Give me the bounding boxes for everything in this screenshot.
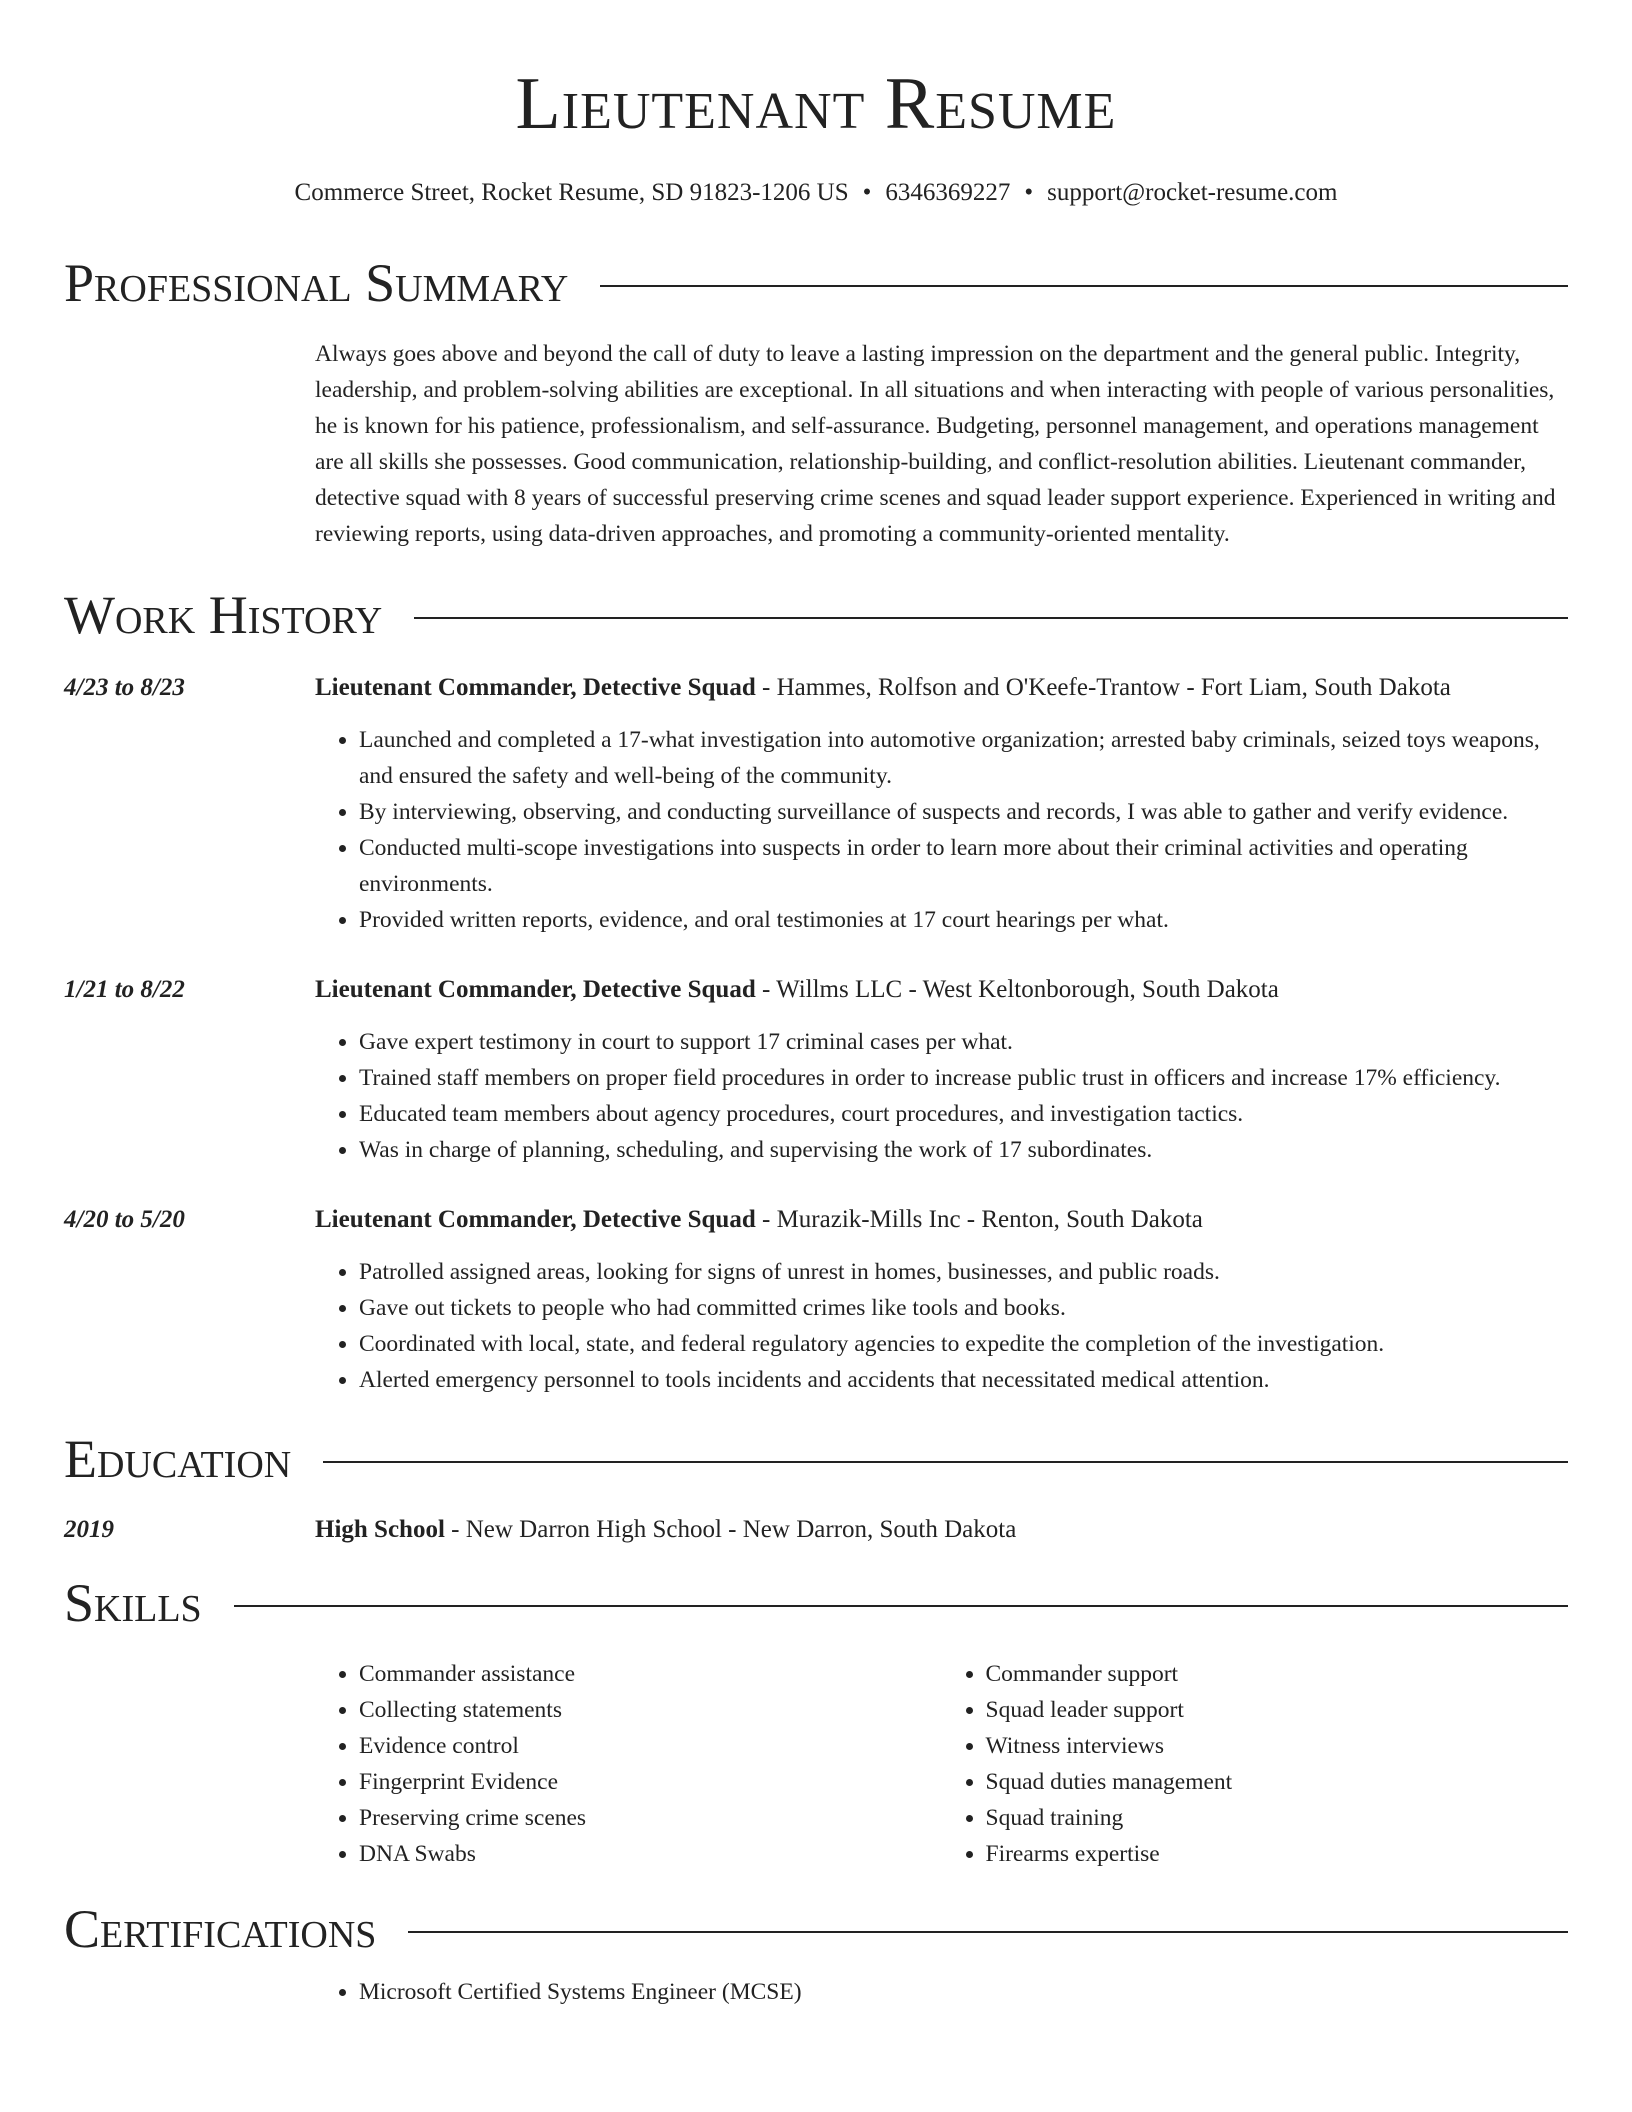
contact-phone: 6346369227: [885, 179, 1011, 206]
skills-section-header: [64, 1570, 1568, 1636]
work-heading: Work History: [64, 585, 383, 645]
job-title-line: [315, 972, 1568, 1008]
list-item: • Trained staff members on proper field procedures in order to increase public trust in officers and increase 17% efficiency.: [359, 1060, 1568, 1096]
resume-title: Lieutenant Resume: [515, 63, 1117, 145]
education-entry: [64, 1512, 1568, 1548]
summary-heading: Professional Summary: [64, 253, 569, 313]
skills-left-list: [315, 1656, 942, 1872]
summary-section-header: [64, 250, 1568, 316]
contact-line: [64, 176, 1568, 210]
certifications-list: [315, 1974, 1568, 2010]
summary-text: Always goes above and beyond the call of duty to leave a lasting impression on the department and the general public. Integrity, leadership, and problem-solving abilities are exceptional. In all situations and when interacting with people of various personalities, he is known for his patience, professionalism, and self-assurance. Budgeting, personnel management, and operations management are all skills she possesses. Good communication, relationship-building, and conflict-resolution abilities. Lieutenant commander, detective squad with 8 years of successful preserving crime scenes and squad leader support experience. Experienced in writing and reviewing reports, using data-driven approaches, and promoting a community-oriented mentality.: [315, 341, 1556, 547]
list-item: • Coordinated with local, state, and federal regulatory agencies to expedite the completion of the investigation.: [359, 1326, 1568, 1362]
contact-separator: •: [1024, 179, 1034, 206]
list-item: • Conducted multi-scope investigations into suspects in order to learn more about their criminal activities and operating environments.: [359, 830, 1568, 902]
work-section-header: [64, 582, 1568, 648]
job-entry: [64, 1202, 1568, 1398]
skill-item: • DNA Swabs: [359, 1836, 942, 1872]
skill-item: • Witness interviews: [986, 1728, 1569, 1764]
job-body: [315, 1202, 1568, 1398]
skill-item: • Fingerprint Evidence: [359, 1764, 942, 1800]
job-date: 1/21 to 8/22: [64, 976, 185, 1003]
section-divider: [234, 1605, 1568, 1607]
job-date: 4/23 to 8/23: [64, 674, 185, 701]
skill-item: • Collecting statements: [359, 1692, 942, 1728]
contact-email: support@rocket-resume.com: [1047, 179, 1338, 206]
list-item: • By interviewing, observing, and conducting surveillance of suspects and records, I was able to gather and verify evidence.: [359, 794, 1568, 830]
skill-item: • Preserving crime scenes: [359, 1800, 942, 1836]
skills-right-list: [942, 1656, 1569, 1872]
skill-item: • Squad training: [986, 1800, 1569, 1836]
job-bullets: [315, 1024, 1568, 1168]
skill-item: • Firearms expertise: [986, 1836, 1569, 1872]
list-item: • Alerted emergency personnel to tools incidents and accidents that necessitated medical attention.: [359, 1362, 1568, 1398]
section-divider: [323, 1461, 1568, 1463]
education-body: [315, 1512, 1568, 1548]
list-item: • Was in charge of planning, scheduling, and supervising the work of 17 subordinates.: [359, 1132, 1568, 1168]
job-title: Lieutenant Commander, Detective Squad: [315, 674, 756, 701]
certifications-section-header: [64, 1896, 1568, 1962]
section-divider: [600, 285, 1568, 287]
list-item: • Patrolled assigned areas, looking for signs of unrest in homes, businesses, and public roads.: [359, 1254, 1568, 1290]
job-bullets: [315, 1254, 1568, 1398]
section-divider: [414, 617, 1568, 619]
skill-item: • Squad leader support: [986, 1692, 1569, 1728]
job-body: [315, 972, 1568, 1168]
list-item: • Launched and completed a 17-what investigation into automotive organization; arrested baby criminals, seized toys weapons, and ensured the safety and well-being of the community.: [359, 722, 1568, 794]
education-title: High School: [315, 1516, 445, 1543]
education-section-header: [64, 1426, 1568, 1492]
certification-item: • Microsoft Certified Systems Engineer (MCSE): [359, 1974, 1568, 2010]
skills-heading: Skills: [64, 1573, 202, 1633]
job-entry: [64, 972, 1568, 1168]
certifications-heading: Certifications: [64, 1899, 377, 1959]
job-title: Lieutenant Commander, Detective Squad: [315, 1206, 756, 1233]
job-details: - Murazik-Mills Inc - Renton, South Dakota: [755, 1206, 1203, 1233]
education-details: - New Darron High School - New Darron, South Dakota: [444, 1516, 1017, 1543]
list-item: • Educated team members about agency procedures, court procedures, and investigation tactics.: [359, 1096, 1568, 1132]
job-date: 4/20 to 5/20: [64, 1206, 185, 1233]
education-heading: Education: [64, 1429, 292, 1489]
job-title-line: [315, 670, 1568, 706]
job-body: [315, 670, 1568, 938]
job-bullets: [315, 722, 1568, 938]
contact-separator: •: [862, 179, 872, 206]
job-details: - Hammes, Rolfson and O'Keefe-Trantow - Fort Liam, South Dakota: [755, 674, 1451, 701]
skill-item: • Commander assistance: [359, 1656, 942, 1692]
job-title-line: [315, 1202, 1568, 1238]
education-date: 2019: [64, 1516, 114, 1543]
list-item: • Provided written reports, evidence, and oral testimonies at 17 court hearings per what.: [359, 902, 1568, 938]
list-item: • Gave expert testimony in court to support 17 criminal cases per what.: [359, 1024, 1568, 1060]
skill-item: • Commander support: [986, 1656, 1569, 1692]
section-divider: [408, 1931, 1568, 1933]
skill-item: • Evidence control: [359, 1728, 942, 1764]
skill-item: • Squad duties management: [986, 1764, 1569, 1800]
job-details: - Willms LLC - West Keltonborough, South Dakota: [755, 976, 1279, 1003]
list-item: • Gave out tickets to people who had committed crimes like tools and books.: [359, 1290, 1568, 1326]
education-title-line: [315, 1512, 1568, 1548]
skills-columns: [315, 1656, 1568, 1872]
job-entry: [64, 670, 1568, 938]
job-title: Lieutenant Commander, Detective Squad: [315, 976, 756, 1003]
contact-address: Commerce Street, Rocket Resume, SD 91823-1206 US: [294, 179, 849, 206]
